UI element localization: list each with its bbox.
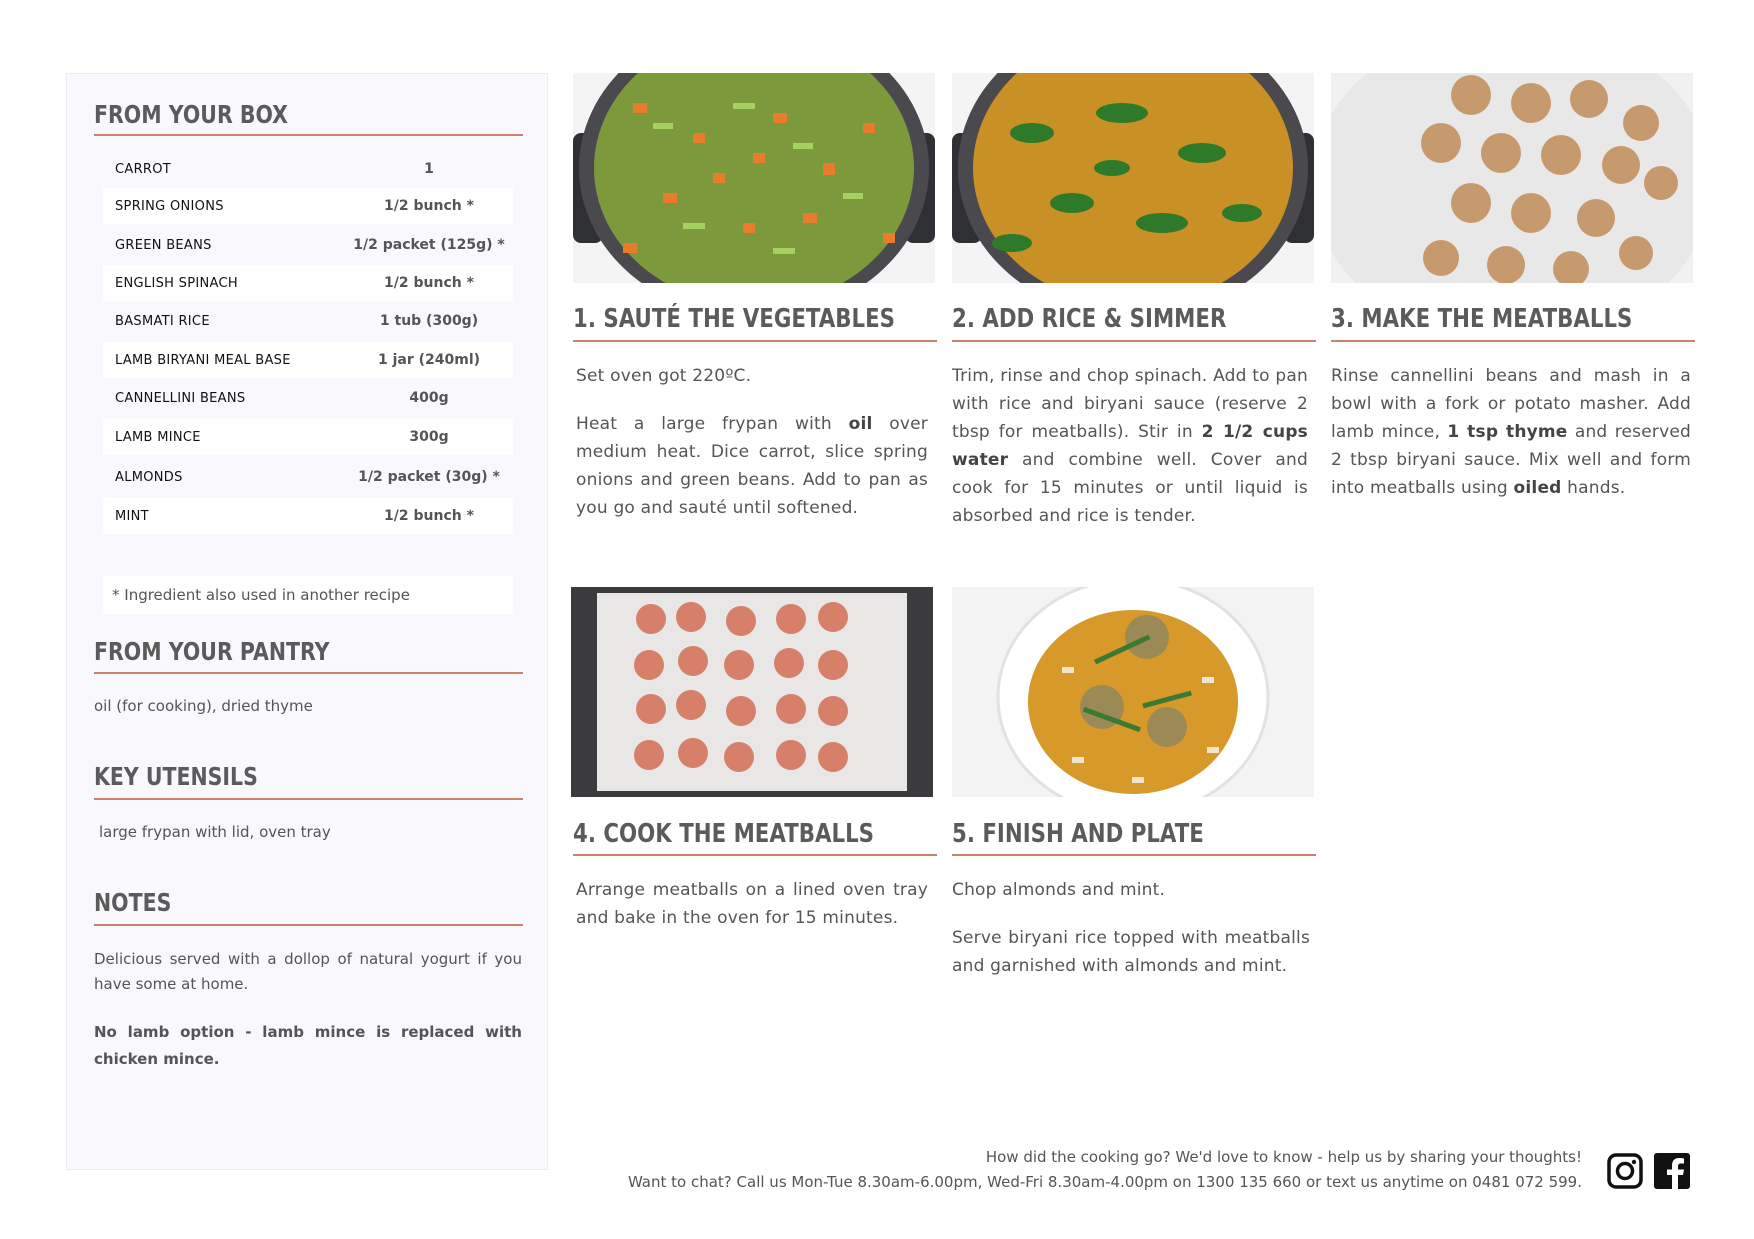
ingredient-name: CANNELLINI BEANS (115, 390, 246, 406)
instagram-icon[interactable] (1607, 1153, 1643, 1189)
ingredient-name: LAMB MINCE (115, 429, 201, 445)
ingredient-qty: 1 (424, 161, 434, 177)
ingredient-name: SPRING ONIONS (115, 198, 224, 214)
pantry-text: oil (for cooking), dried thyme (94, 697, 313, 715)
step-1-image (573, 73, 935, 283)
step-4-image (571, 587, 933, 797)
step-1-title: 1. SAUTÉ THE VEGETABLES (573, 304, 896, 334)
step-4-text (576, 876, 928, 952)
bold-span: 1 tsp thyme (1447, 422, 1568, 442)
ingredient-row (103, 342, 513, 378)
ingredient-qty: 1 jar (240ml) (377, 352, 481, 368)
section-divider (94, 924, 523, 926)
step-2-p1 (952, 362, 1308, 530)
ingredient-qty: 1/2 packet (125g) * (353, 237, 505, 253)
facebook-icon[interactable] (1654, 1153, 1690, 1189)
step-1-p2 (576, 410, 928, 522)
ingredient-qty: 1 tub (300g) (379, 313, 479, 329)
notes-title: NOTES (94, 888, 172, 917)
utensils-title: KEY UTENSILS (94, 762, 258, 791)
text-span: over medium heat. Dice carrot, slice spring onions and green beans. Add to pan as you go and sauté until softened. (576, 414, 928, 518)
ingredient-qty: 1/2 bunch * (384, 508, 474, 524)
step-5-text (952, 876, 1310, 1000)
text-span: Heat a large frypan with (576, 414, 849, 434)
ingredient-row (103, 459, 513, 495)
step-4-p1: Arrange meatballs on a lined oven tray and bake in the oven for 15 minutes. (576, 880, 928, 928)
ingredient-qty: 1/2 bunch * (384, 198, 474, 214)
ingredient-row (103, 419, 513, 455)
step-3-p1 (1331, 362, 1691, 502)
step-1-p1: Set oven got 220ºC. (576, 366, 752, 386)
ingredient-row (103, 303, 513, 339)
feedback-text: How did the cooking go? We'd love to know - help us by sharing your thoughts! (985, 1148, 1582, 1166)
ingredient-name: MINT (115, 508, 149, 524)
step-3-text (1331, 362, 1691, 522)
ingredient-name: ALMONDS (115, 469, 183, 485)
step-3-title: 3. MAKE THE MEATBALLS (1331, 304, 1633, 334)
ingredient-qty: 1/2 bunch * (384, 275, 474, 291)
step-divider (1331, 340, 1695, 342)
step-2-title: 2. ADD RICE & SIMMER (952, 304, 1227, 334)
ingredient-name: BASMATI RICE (115, 313, 210, 329)
step-divider (573, 340, 937, 342)
ingredient-note: * Ingredient also used in another recipe (103, 576, 513, 614)
step-5-p1: Chop almonds and mint. (952, 880, 1166, 900)
utensils-text: large frypan with lid, oven tray (99, 823, 331, 841)
text-span: Trim, rinse and chop spinach. Add to pan with rice and biryani sauce (reserve 2 tbsp for meatballs). Stir in (952, 366, 1308, 442)
text-span: Rinse cannellini beans and mash in a bowl with a fork or potato masher. Add lamb mince, (1331, 366, 1691, 442)
ingredients-sidebar (66, 73, 548, 1170)
contact-text: Want to chat? Call us Mon-Tue 8.30am-6.00pm, Wed-Fri 8.30am-4.00pm on 1300 135 660 or text us anytime on 0481 072 599. (627, 1173, 1582, 1191)
from-your-box-title: FROM YOUR BOX (94, 100, 288, 129)
ingredient-row (103, 498, 513, 534)
bold-span: 2 1/2 cups water (952, 422, 1309, 470)
bold-span: oiled (1513, 478, 1562, 498)
ingredient-name: LAMB BIRYANI MEAL BASE (115, 352, 291, 368)
ingredient-row (103, 265, 513, 301)
step-1-text (576, 362, 928, 542)
step-5-title: 5. FINISH AND PLATE (952, 819, 1204, 849)
ingredient-row (103, 227, 513, 263)
step-4-title: 4. COOK THE MEATBALLS (573, 819, 875, 849)
text-span: and combine well. Cover and cook for 15 minutes or until liquid is absorbed and rice is tender. (952, 450, 1308, 526)
step-5-image (952, 587, 1314, 797)
ingredient-name: ENGLISH SPINACH (115, 275, 238, 291)
section-divider (94, 672, 523, 674)
ingredient-row (103, 151, 513, 187)
notes-text: Delicious served with a dollop of natural yogurt if you have some at home. (94, 950, 522, 993)
step-5-p2: Serve biryani rice topped with meatballs and garnished with almonds and mint. (952, 928, 1310, 976)
step-2-text (952, 362, 1308, 550)
ingredient-name: GREEN BEANS (115, 237, 212, 253)
ingredient-row (103, 188, 513, 224)
ingredient-qty: 400g (409, 390, 449, 406)
step-divider (573, 854, 937, 856)
section-divider (94, 134, 523, 136)
notes-bold-text: No lamb option - lamb mince is replaced with chicken mince. (94, 1023, 522, 1068)
ingredient-name: CARROT (115, 161, 172, 177)
step-3-image (1331, 73, 1693, 283)
step-divider (952, 340, 1316, 342)
ingredient-row (103, 380, 513, 416)
section-divider (94, 798, 523, 800)
pantry-title: FROM YOUR PANTRY (94, 637, 330, 666)
ingredient-qty: 1/2 packet (30g) * (358, 469, 500, 485)
text-span: and reserved 2 tbsp biryani sauce. Mix well and form into meatballs using (1331, 422, 1691, 498)
bold-span: oil (848, 414, 873, 434)
text-span: hands. (1561, 478, 1626, 498)
step-2-image (952, 73, 1314, 283)
ingredient-qty: 300g (409, 429, 449, 445)
step-divider (952, 854, 1316, 856)
